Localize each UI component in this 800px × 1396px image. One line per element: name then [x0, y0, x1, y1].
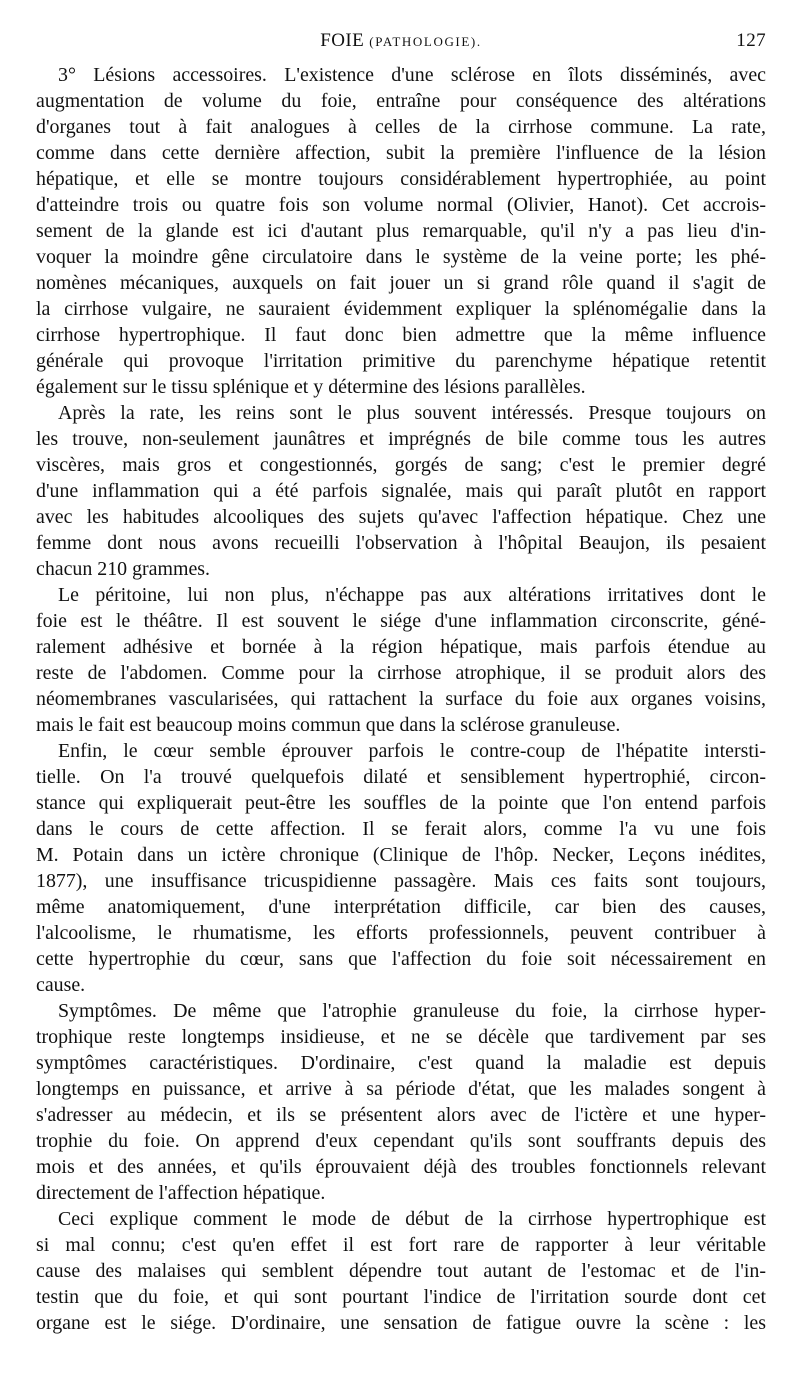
text-line: augmentation de volume du foie, entraîne pour conséquence des altérations [36, 90, 766, 112]
text-line: 1877), une insuffisance tricuspidienne passagère. Mais ces faits sont toujours, [36, 870, 766, 892]
text-line: sement de la glande est ici d'autant plus remarquable, qu'il n'y a pas lieu d'in- [36, 220, 766, 242]
text-line: tielle. On l'a trouvé quelquefois dilaté et sensiblement hypertrophié, circon- [36, 766, 766, 788]
text-line: ralement adhésive et bornée à la région hépatique, mais parfois étendue au [36, 636, 766, 658]
text-line: reste de l'abdomen. Comme pour la cirrhose atrophique, il se produit alors des [36, 662, 766, 684]
text-line: cirrhose hypertrophique. Il faut donc bien admettre que la même influence [36, 324, 766, 346]
text-line: 3° Lésions accessoires. L'existence d'une sclérose en îlots disséminés, avec [58, 64, 766, 86]
paragraph-debut [36, 1206, 766, 1336]
text-line: l'alcoolisme, le rhumatisme, les efforts professionnels, peuvent contribuer à [36, 922, 766, 944]
paragraph-lesions-accessoires [36, 62, 766, 400]
text-line: voquer la moindre gêne circulatoire dans le système de la veine porte; les phé- [36, 246, 766, 268]
text-line: générale qui provoque l'irritation primitive du parenchyme hépatique retentit [36, 350, 766, 372]
text-line: d'atteindre trois ou quatre fois son volume normal (Olivier, Hanot). Cet accrois- [36, 194, 766, 216]
text-line: Après la rate, les reins sont le plus souvent intéressés. Presque toujours on [58, 402, 766, 424]
text-line: avec les habitudes alcooliques des sujets qu'avec l'affection hépatique. Chez une [36, 506, 766, 528]
body-text [36, 62, 766, 1336]
text-line: s'adresser au médecin, et ils se présentent alors avec de l'ictère et une hyper- [36, 1104, 766, 1126]
running-title-main: FOIE [320, 30, 365, 51]
text-line: dans le cours de cette affection. Il se ferait alors, comme l'a vu une fois [36, 818, 766, 840]
text-line: symptômes caractéristiques. D'ordinaire, c'est quand la maladie est depuis [36, 1052, 766, 1074]
text-line: comme dans cette dernière affection, subit la première l'influence de la lésion [36, 142, 766, 164]
text-line: directement de l'affection hépatique. [36, 1182, 326, 1204]
paragraph-reins [36, 400, 766, 582]
text-line: organe est le siége. D'ordinaire, une sensation de fatigue ouvre la scène : les [36, 1312, 766, 1334]
text-line: mais le fait est beaucoup moins commun que dans la sclérose granuleuse. [36, 714, 621, 736]
text-line: Ceci explique comment le mode de début de la cirrhose hypertrophique est [58, 1208, 766, 1230]
text-line: foie est le théâtre. Il est souvent le siége d'une inflammation circonscrite, géné- [36, 610, 766, 632]
text-line: les trouve, non-seulement jaunâtres et imprégnés de bile comme tous les autres [36, 428, 766, 450]
text-line: longtemps en puissance, et arrive à sa période d'état, que les malades songent à [36, 1078, 766, 1100]
text-line: nomènes mécaniques, auxquels on fait jouer un si grand rôle quand il s'agit de [36, 272, 766, 294]
text-line: hépatique, et elle se montre toujours considérablement hypertrophiée, au point [36, 168, 766, 190]
text-line: d'une inflammation qui a été parfois signalée, mais qui paraît plutôt en rapport [36, 480, 766, 502]
running-head [36, 24, 766, 54]
text-line: même anatomiquement, d'une interprétation difficile, car bien des causes, [36, 896, 766, 918]
running-title-sub: (PATHOLOGIE). [369, 34, 482, 49]
text-line: d'organes tout à fait analogues à celles de la cirrhose commune. La rate, [36, 116, 766, 138]
text-line: Enfin, le cœur semble éprouver parfois le contre-coup de l'hépatite intersti- [58, 740, 766, 762]
text-line: stance qui expliquerait peut-être les souffles de la pointe que l'on entend parfois [36, 792, 766, 814]
text-line: femme dont nous avons recueilli l'observation à l'hôpital Beaujon, ils pesaient [36, 532, 766, 554]
text-line: néomembranes vascularisées, qui rattachent la surface du foie aux organes voisins, [36, 688, 766, 710]
text-line: également sur le tissu splénique et y détermine des lésions parallèles. [36, 376, 586, 398]
paragraph-coeur [36, 738, 766, 998]
text-line: mois et des années, et qu'ils éprouvaient déjà des troubles fonctionnels relevant [36, 1156, 766, 1178]
text-line: chacun 210 grammes. [36, 558, 210, 580]
text-line: cette hypertrophie du cœur, sans que l'affection du foie soit nécessairement en [36, 948, 766, 970]
text-line: viscères, mais gros et congestionnés, gorgés de sang; c'est le premier degré [36, 454, 766, 476]
text-line: M. Potain dans un ictère chronique (Clinique de l'hôp. Necker, Leçons inédites, [36, 844, 766, 866]
paragraph-peritoine [36, 582, 766, 738]
page-number: 127 [736, 30, 766, 51]
text-line: la cirrhose vulgaire, ne sauraient évidemment expliquer la splénomégalie dans la [36, 298, 766, 320]
text-line: si mal connu; c'est qu'en effet il est fort rare de rapporter à leur véritable [36, 1234, 766, 1256]
paragraph-symptomes [36, 998, 766, 1206]
text-line: cause. [36, 974, 86, 996]
text-line: testin que du foie, et qui sont pourtant l'indice de l'irritation sourde dont cet [36, 1286, 766, 1308]
text-line: trophique reste longtemps insidieuse, et ne se décèle que tardivement par ses [36, 1026, 766, 1048]
text-line: cause des malaises qui semblent dépendre tout autant de l'estomac et de l'in- [36, 1260, 766, 1282]
text-line: Symptômes. De même que l'atrophie granuleuse du foie, la cirrhose hyper- [58, 1000, 766, 1022]
running-title [36, 30, 766, 52]
text-line: Le péritoine, lui non plus, n'échappe pas aux altérations irritatives dont le [58, 584, 766, 606]
text-line: trophie du foie. On apprend d'eux cependant qu'ils sont souffrants depuis des [36, 1130, 766, 1152]
